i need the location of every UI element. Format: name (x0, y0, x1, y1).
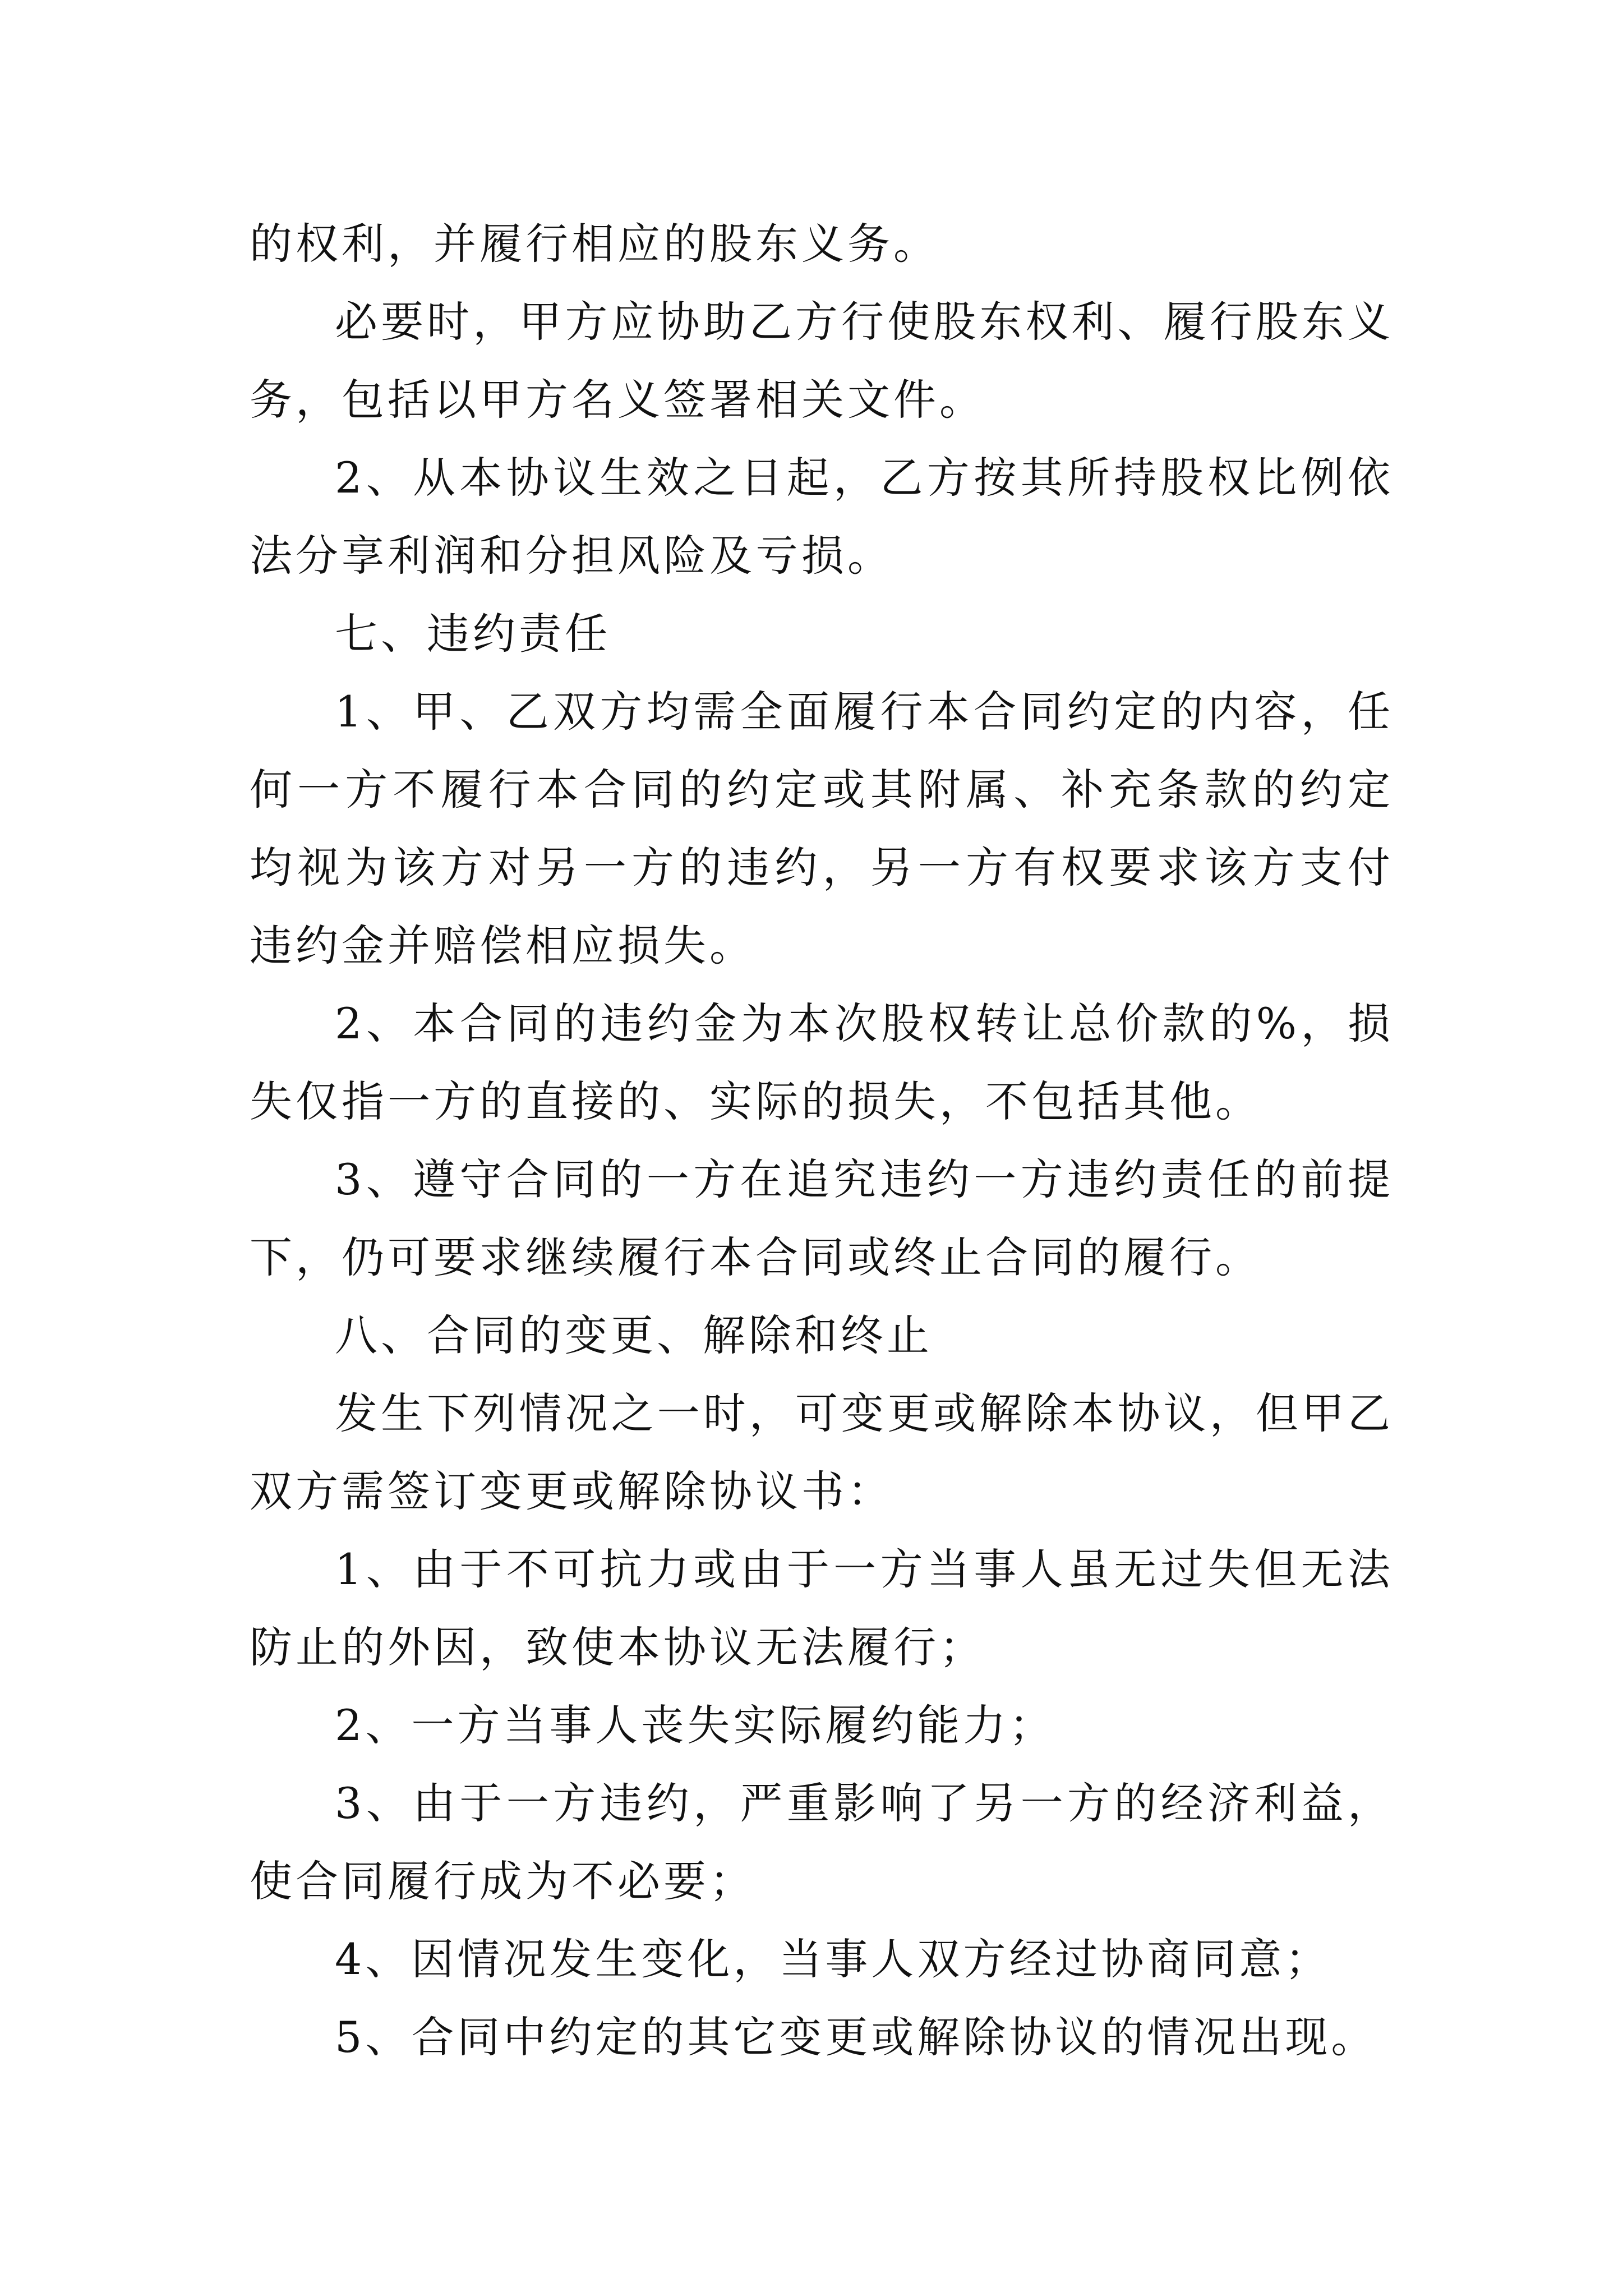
document-body (250, 205, 1394, 2076)
paragraph: 必要时，甲方应协助乙方行使股东权利、履行股东义务，包括以甲方名义签署相关文件。 (250, 297, 1394, 425)
list-item: 5、合同中约定的其它变更或解除协议的情况出现。 (335, 2012, 1377, 2062)
paragraph: 1、甲、乙双方均需全面履行本合同约定的内容，任何一方不履行本合同的约定或其附属、补充条款的约定均视为该方对另一方的违约，另一方有权要求该方支付违约金并赔偿相应损失。 (250, 687, 1394, 970)
section-heading: 八、合同的变更、解除和终止 (335, 1310, 933, 1360)
section-heading: 七、违约责任 (335, 609, 611, 659)
paragraph: 2、从本协议生效之日起，乙方按其所持股权比例依法分享利润和分担风险及亏损。 (250, 453, 1394, 581)
list-item: 4、因情况发生变化，当事人双方经过协商同意； (335, 1934, 1331, 1984)
paragraph: 发生下列情况之一时，可变更或解除本协议，但甲乙双方需签订变更或解除协议书： (250, 1388, 1394, 1516)
list-item: 1、由于不可抗力或由于一方当事人虽无过失但无法防止的外因，致使本协议无法履行； (250, 1544, 1394, 1672)
list-item: 2、一方当事人丧失实际履约能力； (335, 1700, 1055, 1750)
paragraph: 2、本合同的违约金为本次股权转让总价款的%，损失仅指一方的直接的、实际的损失，不包括其他。 (250, 999, 1394, 1126)
paragraph: 3、遵守合同的一方在追究违约一方违约责任的前提下，仍可要求继续履行本合同或终止合同的履行。 (250, 1154, 1394, 1282)
list-item: 3、由于一方违约，严重影响了另一方的经济利益，使合同履行成为不必要； (250, 1778, 1394, 1906)
paragraph-continuation: 的权利，并履行相应的股东义务。 (250, 219, 939, 269)
